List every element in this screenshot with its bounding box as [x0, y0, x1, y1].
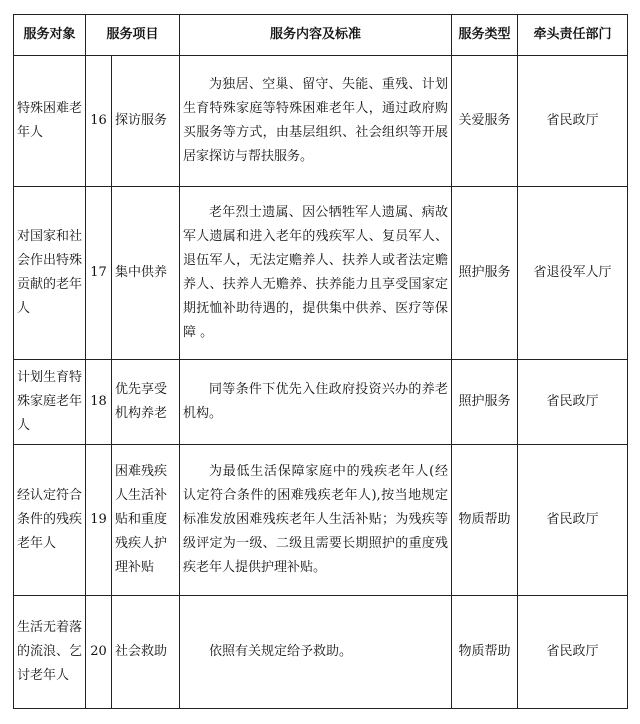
header-dept: 牵头责任部门 [518, 15, 628, 56]
service-content: 为最低生活保障家庭中的残疾老年人(经认定符合条件的困难残疾老年人),按当地规定标准发放困难残疾老年人生活补贴；为残疾等级评定为一级、二级且需要长期照护的重度残疾老年人提供护理补贴。 [183, 464, 449, 575]
table-header-row [14, 15, 628, 56]
table-row [14, 360, 628, 445]
lead-department: 省民政厅 [518, 596, 628, 709]
service-type: 照护服务 [452, 360, 518, 445]
service-content: 为独居、空巢、留守、失能、重残、计划生育特殊家庭等特殊困难老年人，通过政府购买服务等方式，由基层组织、社会组织等开展居家探访与帮扶服务。 [183, 77, 449, 164]
service-content: 老年烈士遗属、因公牺牲军人遗属、病故军人遗属和进入老年的残疾军人、复员军人、退伍军人，无法定赡养人、扶养人或者法定赡养人、扶养人无赡养、扶养能力且享受国家定期抚恤补助待遇的，提供集中供养、医疗等保障 。 [183, 205, 449, 340]
item-number: 20 [86, 596, 112, 709]
header-content: 服务内容及标准 [180, 15, 452, 56]
service-content-cell [180, 187, 452, 360]
header-item: 服务项目 [86, 15, 180, 56]
item-number: 18 [86, 360, 112, 445]
service-item: 集中供养 [112, 187, 180, 360]
lead-department: 省民政厅 [518, 56, 628, 187]
service-target: 计划生育特殊家庭老年人 [14, 360, 86, 445]
service-content-cell [180, 56, 452, 187]
service-content-cell [180, 360, 452, 445]
service-content: 同等条件下优先入住政府投资兴办的养老机构。 [183, 382, 449, 421]
table-row [14, 445, 628, 596]
service-type: 照护服务 [452, 187, 518, 360]
service-item: 困难残疾人生活补贴和重度残疾人护理补贴 [112, 445, 180, 596]
service-type: 物质帮助 [452, 445, 518, 596]
table-row [14, 187, 628, 360]
item-number: 19 [86, 445, 112, 596]
header-type: 服务类型 [452, 15, 518, 56]
item-number: 16 [86, 56, 112, 187]
header-target: 服务对象 [14, 15, 86, 56]
service-type: 关爱服务 [452, 56, 518, 187]
service-content-cell [180, 596, 452, 709]
service-target: 生活无着落的流浪、乞讨老年人 [14, 596, 86, 709]
table-row [14, 56, 628, 187]
item-number: 17 [86, 187, 112, 360]
service-target: 特殊困难老年人 [14, 56, 86, 187]
service-item: 优先享受机构养老 [112, 360, 180, 445]
lead-department: 省民政厅 [518, 360, 628, 445]
service-target: 对国家和社会作出特殊贡献的老年人 [14, 187, 86, 360]
service-item: 探访服务 [112, 56, 180, 187]
services-table [13, 14, 628, 709]
table-row [14, 596, 628, 709]
service-content-cell [180, 445, 452, 596]
lead-department: 省退役军人厅 [518, 187, 628, 360]
service-type: 物质帮助 [452, 596, 518, 709]
service-content: 依照有关规定给予救助。 [209, 644, 353, 659]
service-target: 经认定符合条件的残疾老年人 [14, 445, 86, 596]
lead-department: 省民政厅 [518, 445, 628, 596]
service-item: 社会救助 [112, 596, 180, 709]
